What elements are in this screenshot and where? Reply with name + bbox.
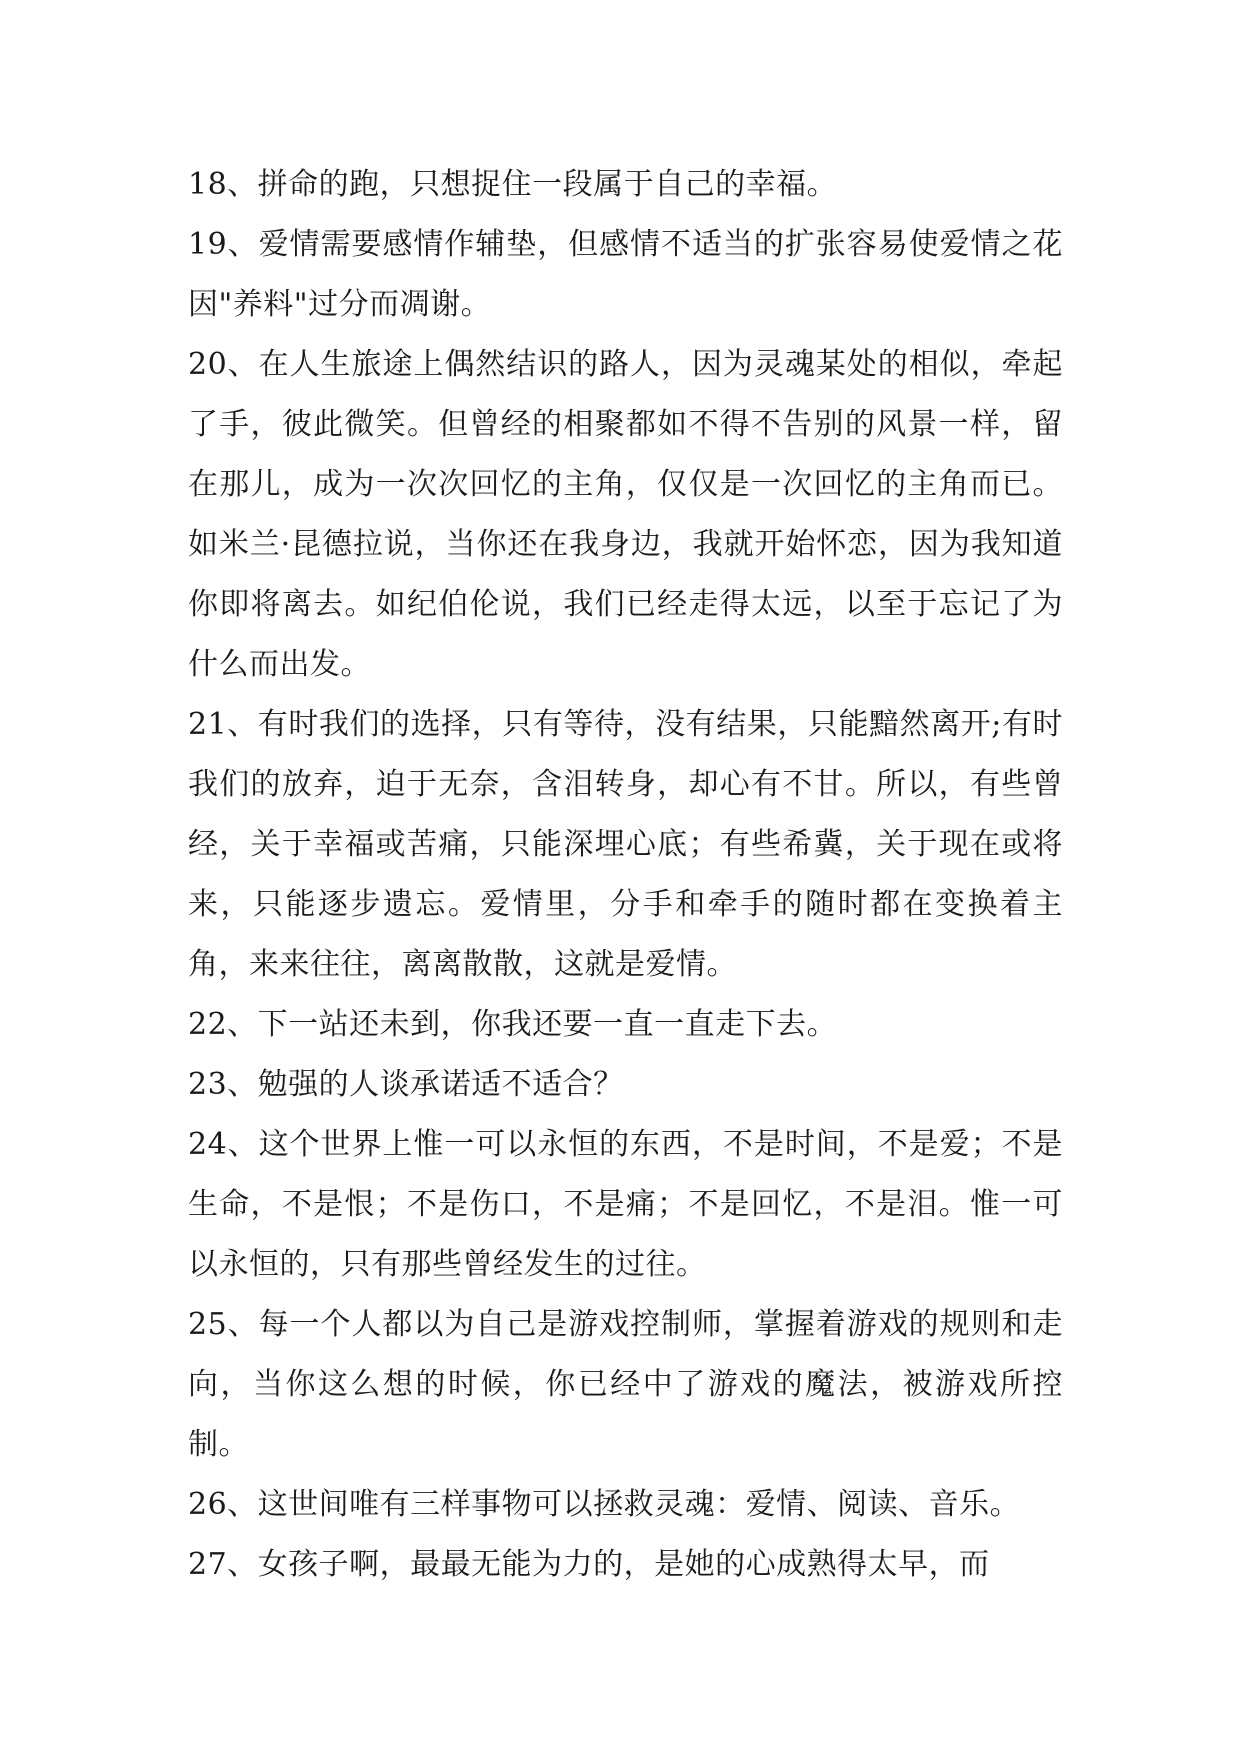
- document-body: [188, 155, 1063, 1595]
- paragraph-27: 27、女孩子啊，最最无能为力的，是她的心成熟得太早，而: [188, 1547, 990, 1582]
- paragraph-25: 25、每一个人都以为自己是游戏控制师，掌握着游戏的规则和走向，当你这么想的时候，你已经中了游戏的魔法，被游戏所控制。: [188, 1307, 1063, 1462]
- paragraph-21: 21、有时我们的选择，只有等待，没有结果，只能黯然离开;有时我们的放弃，迫于无奈，含泪转身，却心有不甘。所以，有些曾经，关于幸福或苦痛，只能深埋心底；有些希冀，关于现在或将来，只能逐步遗忘。爱情里，分手和牵手的随时都在变换着主角，来来往往，离离散散，这就是爱情。: [188, 707, 1063, 982]
- paragraph-18: 18、拼命的跑，只想捉住一段属于自己的幸福。: [188, 167, 838, 202]
- paragraph-22: 22、下一站还未到，你我还要一直一直走下去。: [188, 1007, 838, 1042]
- paragraph-23: 23、勉强的人谈承诺适不适合？: [188, 1067, 624, 1102]
- paragraph-26: 26、这世间唯有三样事物可以拯救灵魂：爱情、阅读、音乐。: [188, 1487, 1021, 1522]
- paragraph-19: 19、爱情需要感情作辅垫，但感情不适当的扩张容易使爱情之花因"养料"过分而凋谢。: [188, 227, 1063, 322]
- paragraph-24: 24、这个世界上惟一可以永恒的东西，不是时间，不是爱；不是生命，不是恨；不是伤口，不是痛；不是回忆，不是泪。惟一可以永恒的，只有那些曾经发生的过往。: [188, 1127, 1063, 1282]
- paragraph-20: 20、在人生旅途上偶然结识的路人，因为灵魂某处的相似，牵起了手，彼此微笑。但曾经的相聚都如不得不告别的风景一样，留在那儿，成为一次次回忆的主角，仅仅是一次回忆的主角而已。如米兰·昆德拉说，当你还在我身边，我就开始怀恋，因为我知道你即将离去。如纪伯伦说，我们已经走得太远，以至于忘记了为什么而出发。: [188, 347, 1063, 682]
